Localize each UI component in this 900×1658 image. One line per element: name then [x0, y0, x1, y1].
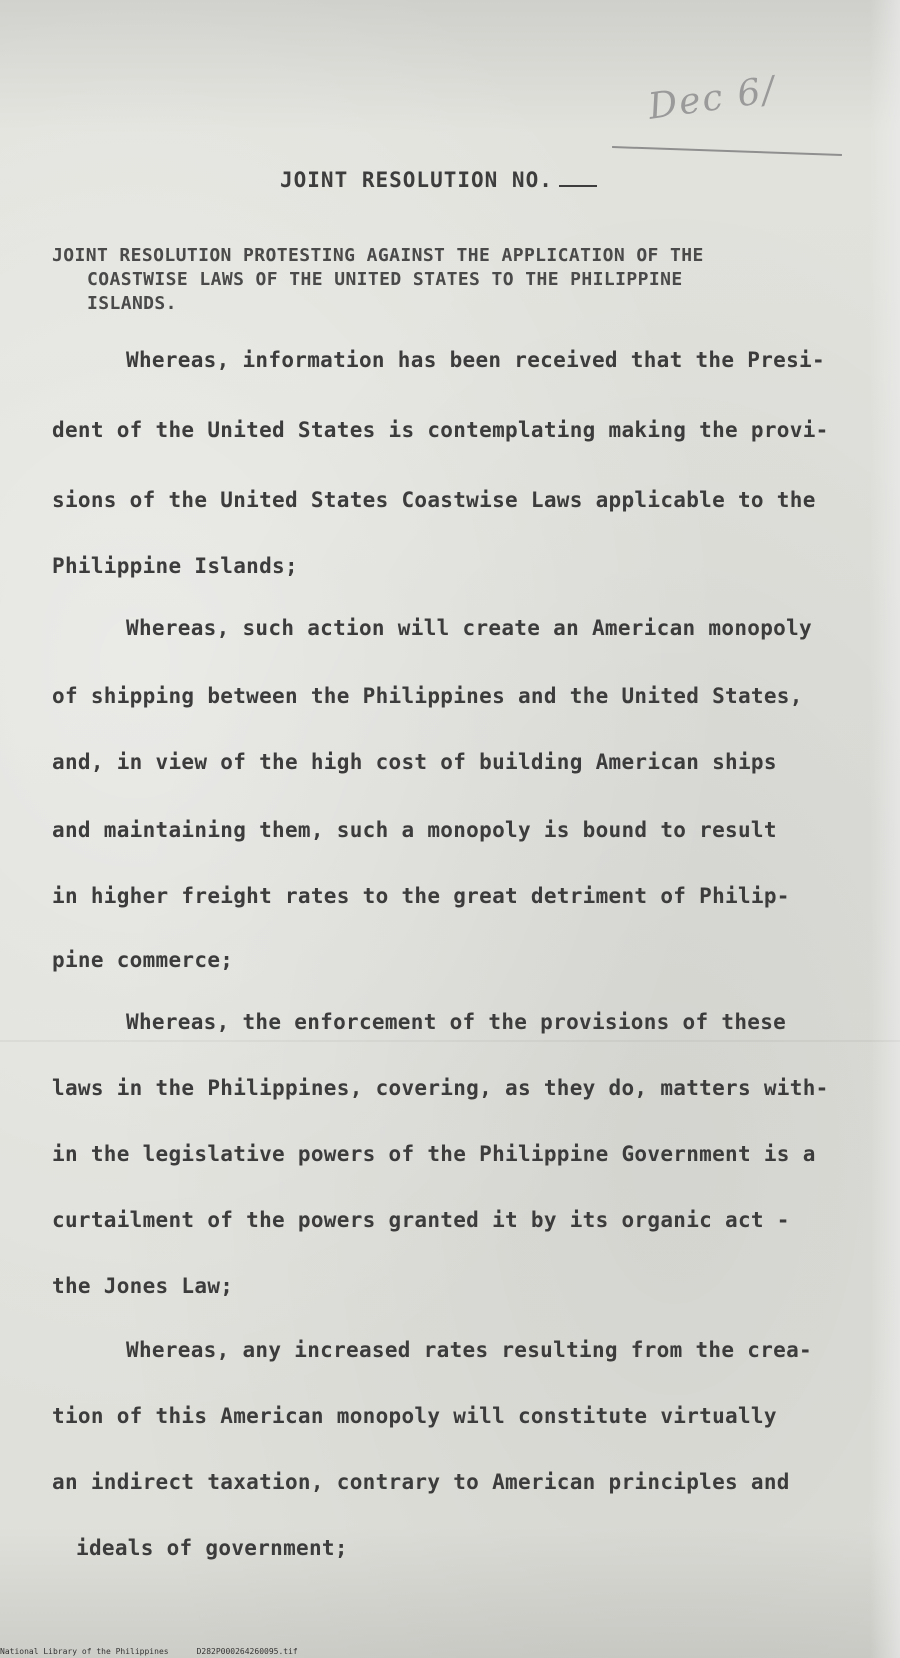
footer-source: National Library of the Philippines	[0, 1647, 169, 1656]
handwritten-underline	[612, 146, 842, 156]
footer-filename: D282P000264260095.tif	[196, 1647, 298, 1656]
scan-footer	[0, 1647, 298, 1656]
body-line: Whereas, any increased rates resulting from the crea-	[126, 1338, 812, 1362]
body-line: sions of the United States Coastwise Laws applicable to the	[52, 488, 816, 512]
body-line: and, in view of the high cost of building American ships	[52, 750, 777, 774]
heading-line: ISLANDS.	[87, 293, 177, 314]
body-line: in the legislative powers of the Philippine Government is a	[52, 1142, 816, 1166]
body-line: pine commerce;	[52, 948, 234, 972]
body-line: ideals of government;	[76, 1536, 348, 1560]
body-line: laws in the Philippines, covering, as they do, matters with-	[52, 1076, 829, 1100]
heading-line: JOINT RESOLUTION PROTESTING AGAINST THE APPLICATION OF THE	[52, 245, 704, 266]
body-line: Whereas, the enforcement of the provisions of these	[126, 1010, 787, 1034]
body-line: of shipping between the Philippines and the United States,	[52, 684, 803, 708]
body-line: Philippine Islands;	[52, 554, 298, 578]
resolution-heading	[52, 244, 832, 316]
document-title-text: JOINT RESOLUTION NO.	[280, 168, 553, 192]
body-line: curtailment of the powers granted it by its organic act -	[52, 1208, 790, 1232]
resolution-number-blank	[559, 185, 597, 187]
body-line: Whereas, such action will create an American monopoly	[126, 616, 812, 640]
body-line: tion of this American monopoly will constitute virtually	[52, 1404, 777, 1428]
body-line: Whereas, information has been received that the Presi-	[126, 348, 825, 372]
paper-edge	[870, 0, 900, 1658]
body-line: dent of the United States is contemplating making the provi-	[52, 418, 829, 442]
handwritten-date-note: Dec 6/	[645, 69, 780, 128]
body-line: an indirect taxation, contrary to American principles and	[52, 1470, 790, 1494]
body-line: in higher freight rates to the great detriment of Philip-	[52, 884, 790, 908]
body-line: and maintaining them, such a monopoly is bound to result	[52, 818, 777, 842]
document-title	[280, 168, 597, 192]
heading-line: COASTWISE LAWS OF THE UNITED STATES TO THE PHILIPPINE	[87, 269, 683, 290]
paper-fold	[0, 1040, 900, 1042]
body-line: the Jones Law;	[52, 1274, 234, 1298]
